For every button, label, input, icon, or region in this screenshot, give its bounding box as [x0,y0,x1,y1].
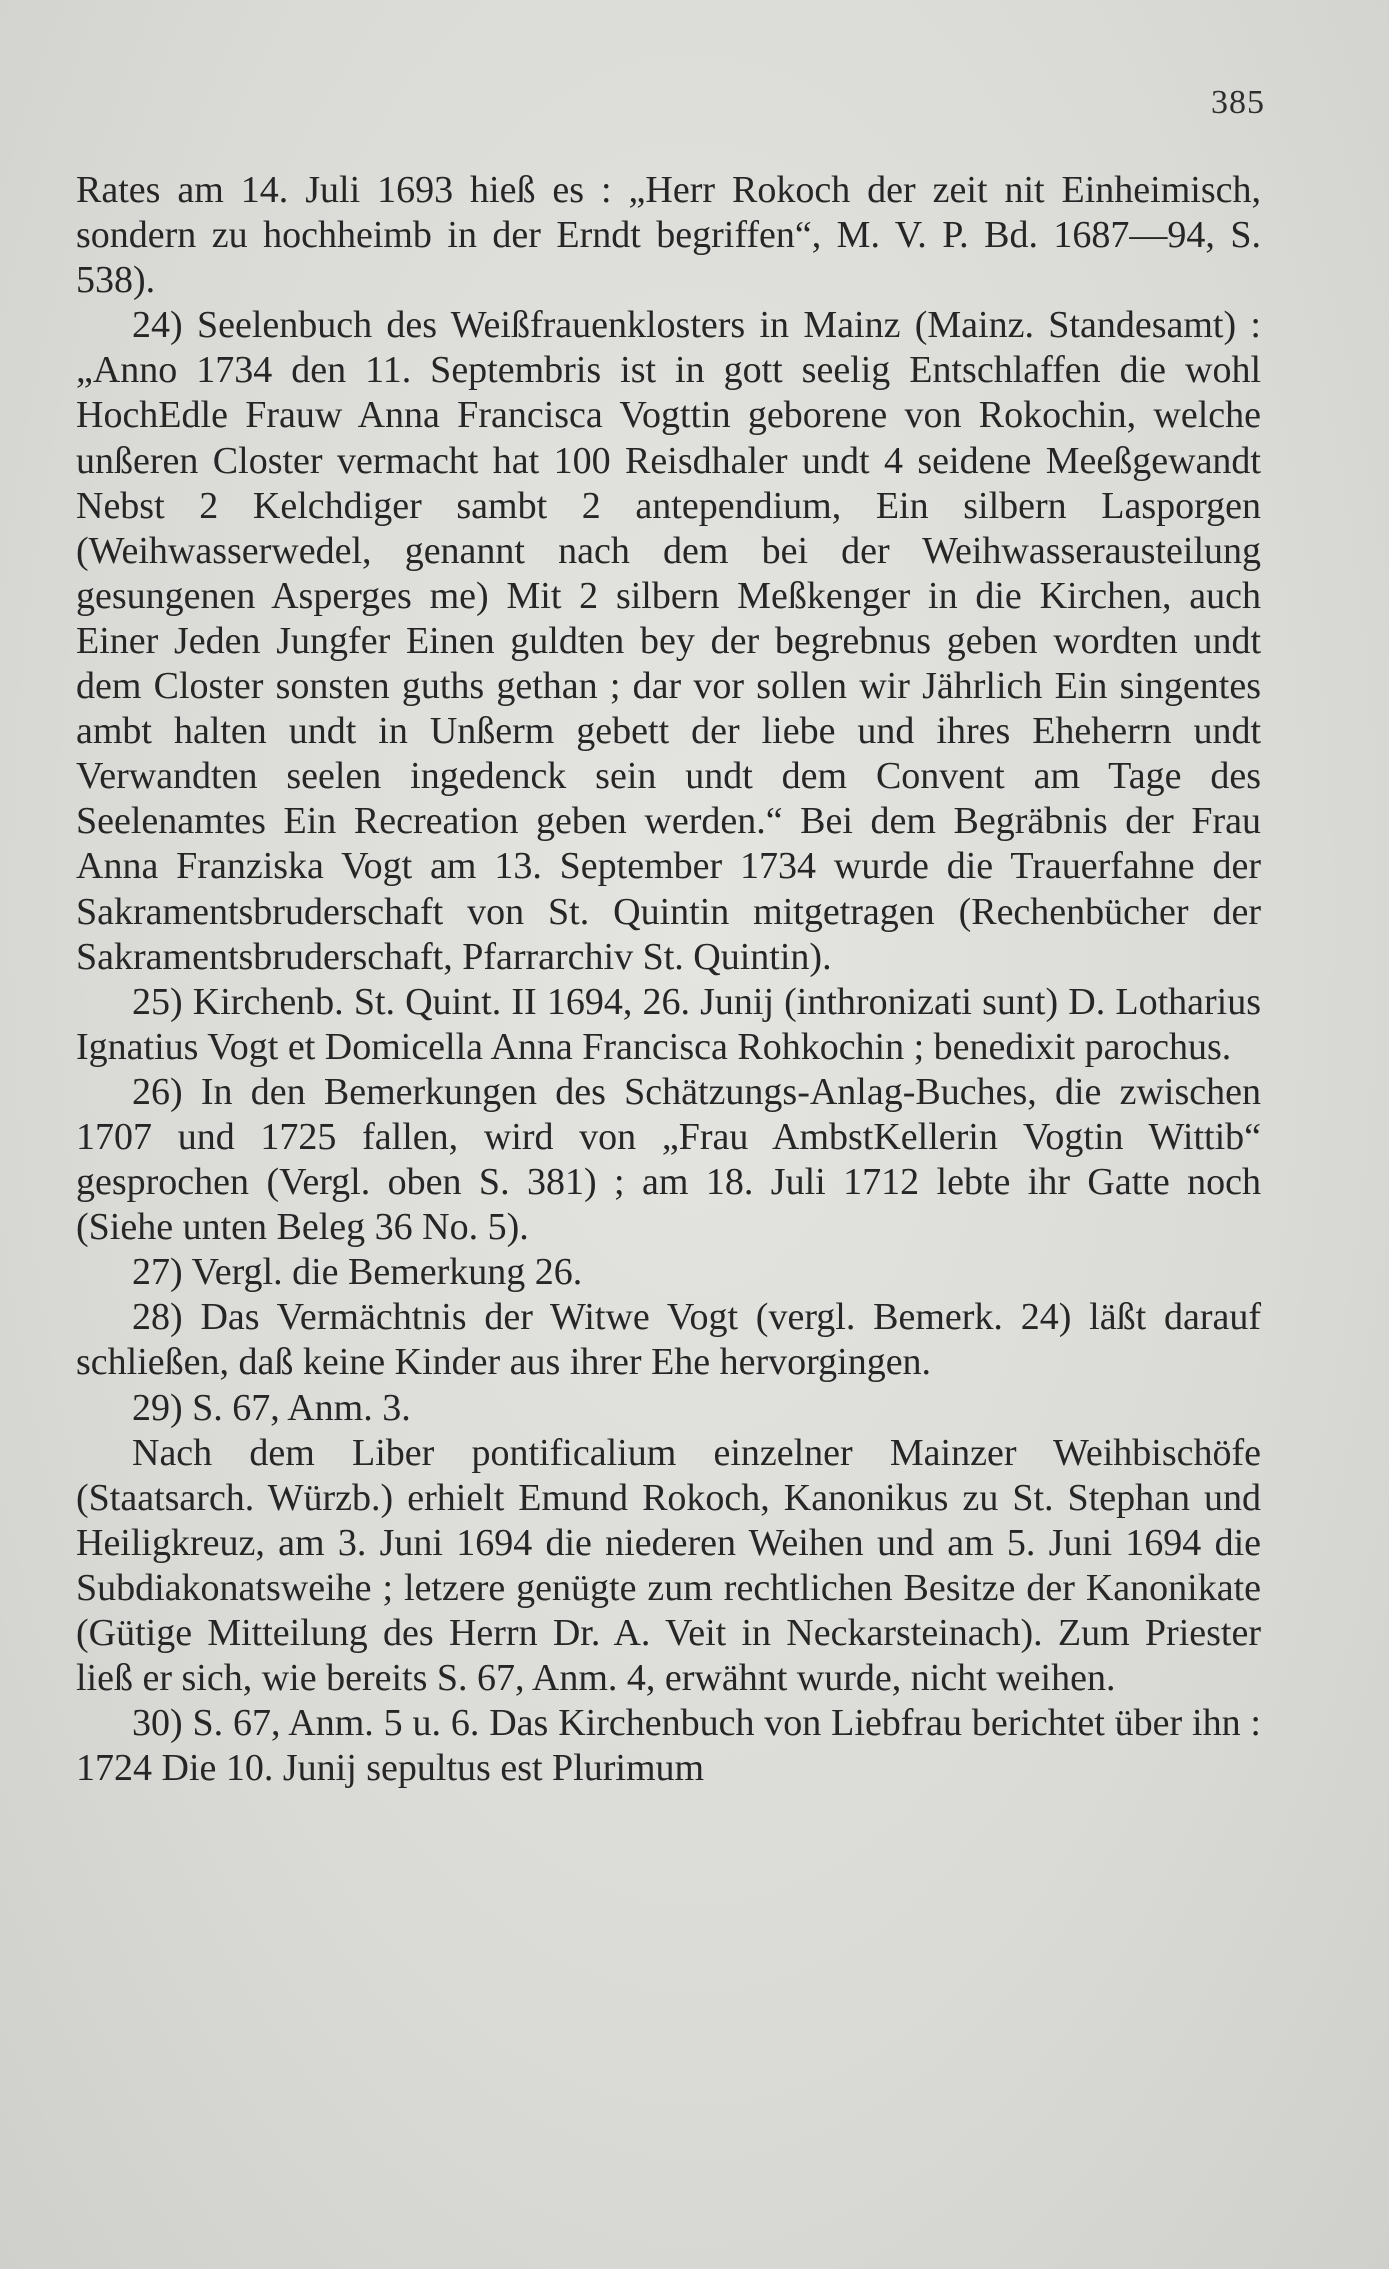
body-text [76,168,1261,1791]
note-27: 27) Vergl. die Bemerkung 26. [132,1251,583,1294]
note-29: 29) S. 67, Anm. 3. [132,1386,411,1429]
note-24: 24) Seelenbuch des Weißfrauenklosters in Mainz (Mainz. Standesamt) : „Anno 1734 den 11. Septembris ist in gott seelig Entschlaffen die wohl HochEdle Frauw Anna Francisca Vogttin geborene von Rokochin, welche unßeren Closter vermacht hat 100 Reisdhaler undt 4 seidene Meeßgewandt Nebst 2 Kelchdiger sambt 2 antependium, Ein silbern Lasporgen (Weihwasserwedel, genannt nach dem bei der Weihwasserausteilung gesungenen Asperges me) Mit 2 silbern Meßkenger in die Kirchen, auch Einer Jeden Jungfer Einen guldten bey der begrebnus geben wordten undt dem Closter sonsten guths gethan ; dar vor sollen wir Jährlich Ein singentes ambt halten undt in Unßerm gebett der liebe und ihres Eheherrn undt Verwandten seelen ingedenck sein undt dem Convent am Tage des Seelenamtes Ein Recreation geben werden.“ Bei dem Begräbnis der Frau Anna Franziska Vogt am 13. September 1734 wurde die Trauerfahne der Sakramentsbruderschaft von St. Quintin mitgetragen (Rechenbücher der Sakramentsbruderschaft, Pfarrarchiv St. Quintin). [76,304,1261,978]
note-28: 28) Das Vermächtnis der Witwe Vogt (vergl. Bemerk. 24) läßt darauf schließen, daß keine Kinder aus ihrer Ehe hervorgingen. [76,1296,1261,1384]
note-26: 26) In den Bemerkungen des Schätzungs-Anlag-Buches, die zwischen 1707 und 1725 fallen, wird von „Frau AmbstKellerin Vogtin Wittib“ gesprochen (Vergl. oben S. 381) ; am 18. Juli 1712 lebte ihr Gatte noch (Siehe unten Beleg 36 No. 5). [76,1070,1261,1249]
paragraph-continuation: Rates am 14. Juli 1693 hieß es : „Herr Rokoch der zeit nit Einheimisch, sondern zu hochheimb in der Erndt begriffen“, M. V. P. Bd. 1687—94, S. 538). [76,169,1261,302]
note-30: 30) S. 67, Anm. 5 u. 6. Das Kirchenbuch von Liebfrau berichtet über ihn : 1724 Die 10. Junij sepultus est Plurimum [76,1702,1261,1790]
note-29-continuation: Nach dem Liber pontificalium einzelner Mainzer Weihbischöfe (Staatsarch. Würzb.) erhielt Emund Rokoch, Kanonikus zu St. Stephan und Heiligkreuz, am 3. Juni 1694 die niederen Weihen und am 5. Juni 1694 die Subdiakonatsweihe ; letzere genügte zum rechtlichen Besitze der Kanonikate (Gütige Mitteilung des Herrn Dr. A. Veit in Neckarsteinach). Zum Priester ließ er sich, wie bereits S. 67, Anm. 4, erwähnt wurde, nicht weihen. [76,1431,1261,1700]
page-number: 385 [1211,84,1265,121]
note-25: 25) Kirchenb. St. Quint. II 1694, 26. Junij (inthronizati sunt) D. Lotharius Ignatius Vogt et Domicella Anna Francisca Rohkochin ; benedixit parochus. [76,980,1261,1068]
